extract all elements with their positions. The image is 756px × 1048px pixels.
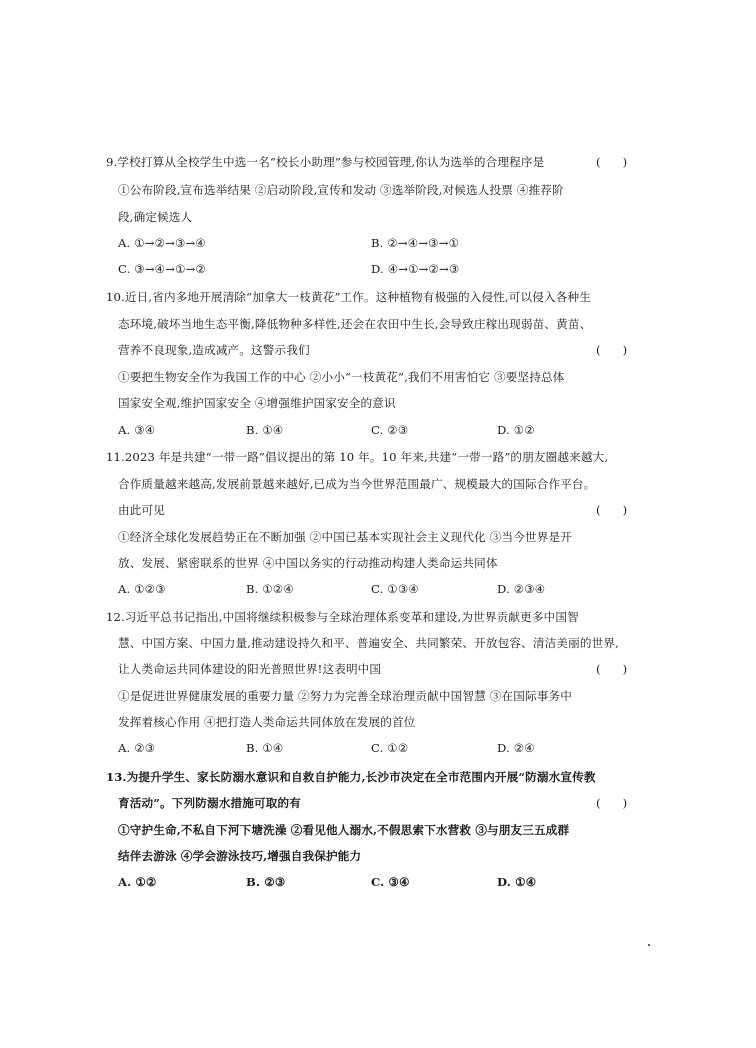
q12-stem-line-3: 让人类命运共同体建设的阳光普照世界!这表明中国 [118, 662, 382, 676]
q9-stem-line-1: 9.学校打算从全校学生中选一名“校长小助理”参与校园管理,你认为选举的合理程序是 [106, 155, 545, 169]
q13-choice-d: D. ①④ [497, 875, 537, 889]
q9-choice-c: C. ③→④→①→② [118, 262, 207, 276]
q11-stem-line-2: 合作质量越来越高,发展前景越来越好,已成为当今世界范围最广、规模最大的国际合作平台。 [118, 477, 596, 491]
q12-choice-d: D. ②④ [497, 741, 535, 755]
q12-choice-b: B. ①④ [246, 741, 284, 755]
q12-choice-c: C. ①② [371, 741, 409, 755]
q13-answer-bracket: ( ) [596, 796, 628, 810]
q10-stem-line-2: 态环境,破坏当地生态平衡,降低物种多样性,还会在农田中生长,会导致庄稼出现弱苗、黄苗、 [118, 317, 592, 331]
q9-choice-b: B. ②→④→③→① [371, 236, 460, 250]
q9-choice-a: A. ①→②→③→④ [118, 236, 206, 250]
q11-choice-b: B. ①②④ [246, 582, 294, 596]
stray-dot-mark [648, 944, 650, 946]
q11-choice-d: D. ②③④ [497, 582, 546, 596]
q11-choice-a: A. ①②③ [118, 582, 166, 596]
q11-options-line-2: 放、发展、紧密联系的世界 ④中国以务实的行动推动构建人类命运共同体 [118, 556, 498, 570]
q13-stem-line-2: 育活动”。下列防溺水措施可取的有 [118, 796, 301, 810]
q12-choice-a: A. ②③ [118, 741, 156, 755]
q11-choice-c: C. ①③④ [371, 582, 419, 596]
q10-choice-c: C. ②③ [371, 423, 409, 437]
q12-options-line-1: ①是促进世界健康发展的重要力量 ②努力为完善全球治理贡献中国智慧 ③在国际事务中 [118, 689, 572, 703]
q13-choice-a: A. ①② [118, 875, 157, 889]
q13-options-line-2: 结伴去游泳 ④学会游泳技巧,增强自我保护能力 [118, 849, 362, 863]
q10-choice-d: D. ①② [497, 423, 535, 437]
q9-answer-bracket: ( ) [596, 155, 628, 169]
q10-answer-bracket: ( ) [596, 343, 628, 357]
q9-choice-d: D. ④→①→②→③ [371, 262, 460, 276]
q13-choice-b: B. ②③ [246, 875, 286, 889]
q12-stem-line-1: 12.习近平总书记指出,中国将继续积极参与全球治理体系变革和建设,为世界贡献更多中国智 [106, 610, 579, 624]
q10-options-line-1: ①要把生物安全作为我国工作的中心 ②小小“一枝黄花”,我们不用害怕它 ③要坚持总体 [118, 370, 565, 384]
q9-options-line-1: ①公布阶段,宣布选举结果 ②启动阶段,宣传和发动 ③选举阶段,对候选人投票 ④推荐阶 [118, 183, 564, 197]
q13-options-line-1: ①守护生命,不私自下河下塘洗澡 ②看见他人溺水,不假思索下水营救 ③与朋友三五成群 [118, 823, 570, 837]
q10-stem-line-1: 10.近日,省内多地开展清除“加拿大一枝黄花”工作。这种植物有极强的入侵性,可以侵入各种生 [106, 290, 591, 304]
q11-stem-line-3: 由此可见 [118, 503, 165, 517]
q10-stem-line-3: 营养不良现象,造成减产。这警示我们 [118, 343, 310, 357]
q12-answer-bracket: ( ) [596, 662, 628, 676]
q11-stem-line-1: 11.2023 年是共建“一带一路”倡议提出的第 10 年。10 年来,共建“一带一路”的朋友圈越来越大, [106, 450, 609, 464]
q10-choice-b: B. ①④ [246, 423, 284, 437]
q10-options-line-2: 国家安全观,维护国家安全 ④增强维护国家安全的意识 [118, 396, 396, 410]
q13-choice-c: C. ③④ [371, 875, 410, 889]
q10-choice-a: A. ③④ [118, 423, 156, 437]
q13-stem-line-1: 13.为提升学生、家长防溺水意识和自救自护能力,长沙市决定在全市范围内开展“防溺水宣传教 [106, 770, 596, 784]
q9-options-line-2: 段,确定候选人 [118, 210, 193, 224]
q11-answer-bracket: ( ) [596, 503, 628, 517]
q11-options-line-1: ①经济全球化发展趋势正在不断加强 ②中国已基本实现社会主义现代化 ③当今世界是开 [118, 530, 572, 544]
q12-options-line-2: 发挥着核心作用 ④把打造人类命运共同体放在发展的首位 [118, 715, 416, 729]
q12-stem-line-2: 慧、中国方案、中国力量,推动建设持久和平、普遍安全、共同繁荣、开放包容、清洁美丽的世界, [118, 636, 619, 650]
